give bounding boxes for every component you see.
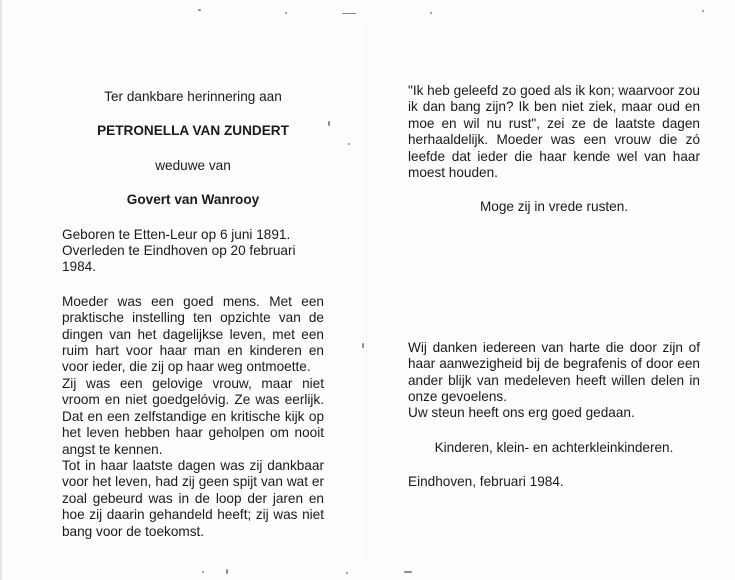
paragraph: Zij was een gelovige vrouw, maar niet vroom en niet goedgelóvig. Ze was eerlijk. Dat en een zelfstandige en kritische kijk op het leven hebben haar geholpen om nooit angst te kennen.: [62, 375, 324, 457]
deceased-name: PETRONELLA VAN ZUNDERT: [97, 123, 289, 139]
birth-line: Geboren te Etten-Leur op 6 juni 1891.: [62, 226, 291, 242]
quote-paragraph: "Ik heb geleefd zo goed als ik kon; waarvoor zou ik dan bang zijn? Ik ben niet ziek, maar oud en moe en wil nu rust", zei ze de laatste dagen herhaaldelijk. Moeder was een vrouw die zó leefde dat ieder die haar kende wel van haar moest houden.: [408, 83, 700, 181]
paragraph: Tot in haar laatste dagen was zij dankbaar voor het leven, had zij geen spijt van wat er zoal gebeurd was in de loop der jaren en hoe zij daarin gehandeld heeft; zij was niet bang voor de toekomst.: [62, 457, 324, 539]
scan-speck: [202, 571, 204, 573]
scan-speck: [285, 12, 287, 14]
family-line: Kinderen, klein- en achterkleinkinderen.: [434, 439, 674, 455]
scan-speck: [346, 572, 348, 574]
paragraph: Moeder was een goed mens. Met een praktische instelling ten opzichte van de dingen van het dagelijkse leven, met een ruim hart voor haar man en kinderen en voor ieder, die zij op haar weg ontmoette.: [62, 293, 324, 375]
card-fold: [366, 20, 367, 560]
death-line: Overleden te Eindhoven op 20 februari 1984.: [62, 243, 296, 275]
scan-speck: [362, 343, 364, 348]
scan-speck: [226, 569, 228, 574]
scan-speck: [404, 571, 412, 573]
scan-speck: [348, 143, 350, 145]
right-page: [408, 83, 700, 491]
thanks-paragraph: Wij danken iedereen van harte die door zijn of haar aanwezigheid bij de begrafenis of door een ander blijk van medeleven heeft willen delen in onze gevoelens.: [408, 339, 700, 405]
intro-line: Ter dankbare herinnering aan: [104, 89, 282, 104]
scan-speck: [342, 13, 356, 14]
scan-speck: [328, 121, 330, 126]
scan-speck: [198, 9, 201, 11]
place-date: Eindhoven, februari 1984.: [408, 474, 564, 490]
spouse-name: Govert van Wanrooy: [126, 192, 260, 208]
scan-edge: [0, 0, 2, 580]
rest-in-peace: Moge zij in vrede rusten.: [479, 199, 629, 215]
scan-speck: [702, 10, 704, 12]
scan-speck: [430, 12, 432, 14]
support-line: Uw steun heeft ons erg goed gedaan.: [408, 405, 635, 421]
relation-line: weduwe van: [155, 157, 231, 173]
left-page: [62, 89, 324, 540]
